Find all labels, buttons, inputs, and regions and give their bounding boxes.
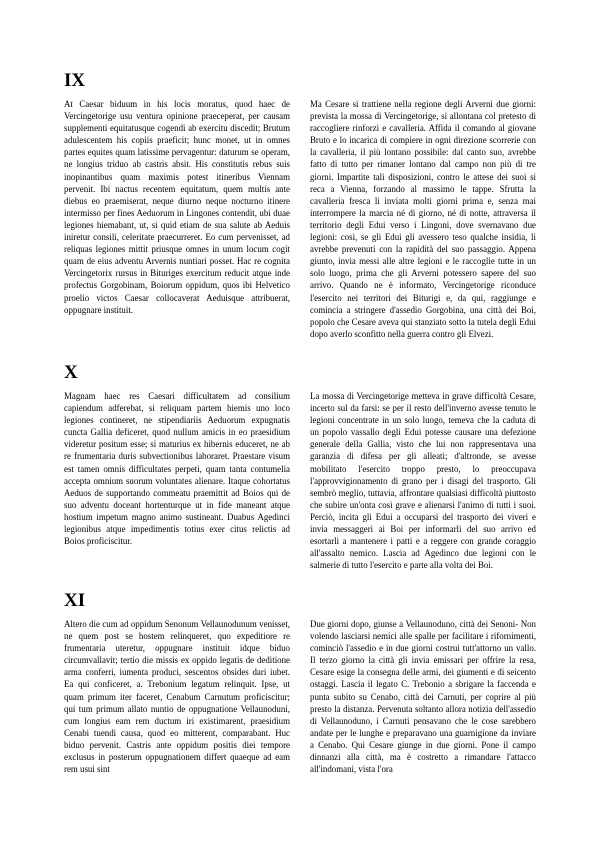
chapter-heading: X	[64, 362, 78, 383]
italian-translation: La mossa di Vercingetorige metteva in grave difficoltà Cesare, incerto sul da farsi: se per il resto dell'inverno avesse tenuto le legioni concentrate in un solo luogo, temeva che la caduta di un popolo vassallo degli Edui potesse causare una defezione generale della Gallia, visto che lui non rappresentava una garanzia di difesa per gli alleati; d'altronde, se avesse mobilitato l'esercito troppo presto, lo preoccupava l'approvvigionamento di grano per i disagi del trasporto. Gli sembrò meglio, tuttavia, affrontare qualsiasi difficoltà piuttosto che subire un'onta così grave e alienarsi l'animo di tutti i suoi. Perciò, incita gli Edui a occuparsi del trasporto dei viveri e invia messaggeri ai Boi per informarli del suo arrivo ed esortarli a mantenere i patti e a reggere con grande coraggio all'assalto nemico. Lascia ad Agedinco due legioni con le salmerie di tutto l'esercito e parte alla volta dei Boi.	[310, 391, 536, 571]
latin-text: At Caesar biduum in his locis moratus, quod haec de Vercingetorige usu ventura opinione praeceperat, per causam supplementi equitatusque cogendi ab exercitu discedit; Brutum adulescentem his copiis praeficit; hunc monet, ut in omnes partes equites quam latissime pervagentur: daturum se operam, ne longius triduo ab castris absit. His constitutis rebus suis inopinantibus quam maximis potest itineribus Viennam pervenit. Ibi nactus recentem equitatum, quem multis ante diebus eo praemiserat, neque diurno neque nocturno itinere intermisso per fines Aeduorum in Lingones contendit, ubi duae legiones hiemabant, ut, si quid etiam de sua salute ab Aeduis iniretur consili, celeritate praecurreret. Eo cum pervenisset, ad reliquas legiones mittit priusque omnes in unum locum cogit quam de eius adventu Arvernis nuntiari posset. Hac re cognita Vercingetorix rursus in Bituriges exercitum reducit atque inde profectus Gorgobinam, Boiorum oppidum, quos ibi Helvetico proelio victos Caesar collocaverat Aeduisque attribuerat, oppugnare instituit.	[64, 99, 290, 315]
chapter-section-ix	[64, 70, 536, 340]
parallel-columns	[64, 390, 536, 571]
parallel-columns	[64, 618, 536, 775]
italian-translation: Ma Cesare si trattiene nella regione degli Arverni due giorni: prevista la mossa di Vercingetorige, si allontana col pretesto di raccogliere rinforzi e cavalleria. Affida il comando al giovane Bruto e lo incarica di compiere in ogni direzione scorrerie con la cavalleria, il più lontano possibile: dal canto suo, avrebbe fatto di tutto per rimaner lontano dal campo non più di tre giorni. Impartite tali disposizioni, contro le attese dei suoi si reca a Vienna, forzando al massimo le tappe. Sfrutta la cavalleria fresca lì inviata molti giorni prima e, senza mai interrompere la marcia né di giorno, né di notte, attraversa il territorio degli Edui verso i Lingoni, dove svernavano due legioni: così, se gli Edui gli avessero teso qualche insidia, li avrebbe prevenuti con la rapidità del suo passaggio. Appena giunto, invia messi alle altre legioni e le raccoglie tutte in un solo luogo, prima che gli Arverni potessero sapere del suo arrivo. Quando ne è informato, Vercingetorige riconduce l'esercito nei territori dei Biturigi e, da qui, raggiunge e comincia a stringere d'assedio Gorgobina, una città dei Boi, popolo che Cesare aveva qui stanziato sotto la tutela degli Edui dopo averlo sconfitto nella guerra contro gli Elvezi.	[310, 99, 536, 339]
chapter-heading: IX	[64, 70, 86, 91]
chapter-section-xi	[64, 590, 536, 775]
latin-text: Magnam haec res Caesari difficultatem ad consilium capiendum adferebat, si reliquam partem hiemis uno loco legiones contineret, ne stipendiariis Aeduorum expugnatis cuncta Gallia deficeret, quod nullum amicis in eo praesidium videretur positum esse; si maturius ex hibernis educeret, ne ab re frumentaria duris subvectionibus laboraret. Praestare visum est tamen omnis difficultates perpeti, quam tanta contumelia accepta omnium suorum voluntates alienare. Itaque cohortatus Aeduos de supportando commeatu praemittit ad Boios qui de suo adventu doceant hortenturque ut in fide maneant atque hostium impetum magno animo sustineant. Duabus Agedinci legionibus atque impedimentis totius exer citus relictis ad Boios proficiscitur.	[64, 391, 290, 547]
chapter-heading: XI	[64, 590, 86, 611]
italian-translation: Due giorni dopo, giunse a Vellaunoduno, città dei Senoni- Non volendo lasciarsi nemici alle spalle per facilitare i rifornimenti, cominciò l'assedio e in due giorni costruì tutt'attorno un vallo. Il terzo giorno la città gli invia emissari per offrire la resa, Cesare esige la consegna delle armi, dei giumenti e di seicento ostaggi. Lascia il legato C. Trebonio a sbrigare la faccenda e punta subito su Cenabo, città dei Carnuti, per coprire al più presto la distanza. Pervenuta soltanto allora notizia dell'assedio di Vellaunoduno, i Carnuti pensavano che le cose sarebbero andate per le lunghe e preparavano una guarnigione da inviare a Cenabo. Qui Cesare giunge in due giorni. Pone il campo dinnanzi alla città, ma è costretto a rimandare l'attacco all'indomani, vista l'ora	[310, 619, 536, 775]
parallel-columns	[64, 98, 536, 340]
chapter-section-x	[64, 362, 536, 571]
latin-text: Altero die cum ad oppidum Senonum Vellaunodunum venisset, ne quem post se hostem relinqueret, quo expeditiore re frumentaria uteretur, oppugnare instituit idque biduo circumvallavit; tertio die missis ex oppido legatis de deditione arma conferri, iumenta produci, sescentos obsides dari iubet. Ea qui conficeret, a. Trebonium legatum relinquit. Ipse, ut quam primum iter faceret, Cenabum Carnutum proficiscitur; qui tum primum allato nuntio de oppugnatione Vellaunoduni, cum longius eam rem ductum iri existimarent, praesidium Cenabi tuendi causa, quod eo mitterent, comparabant. Huc biduo pervenit. Castris ante oppidum positis diei tempore exclusus in posterum oppugnationem differt quaeque ad eam rem usui sint	[64, 619, 290, 775]
